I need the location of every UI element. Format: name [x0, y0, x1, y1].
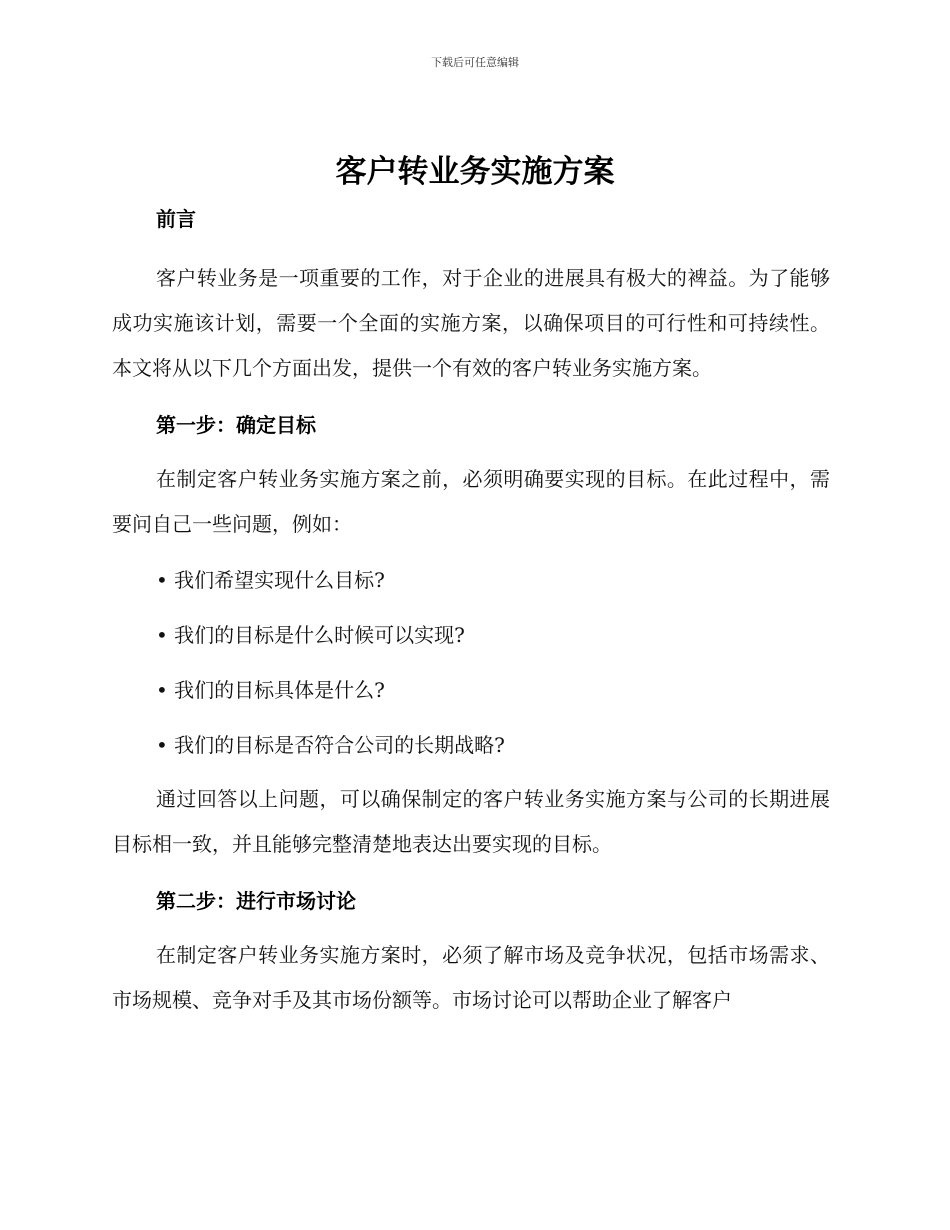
step1-bullet-item: • 我们希望实现什么目标? [156, 568, 385, 592]
step1-intro-paragraph: 在制定客户转业务实施方案之前，必须明确要实现的目标。在此过程中，需要问自己一些问题，例如： [112, 467, 830, 536]
header-note: 下载后可任意编辑 [431, 56, 519, 69]
step1-bullet-item: • 我们的目标是什么时候可以实现? [156, 623, 465, 647]
section-heading-preface: 前言 [156, 207, 196, 231]
document-body [112, 200, 830, 1023]
section-heading-step2: 第二步：进行市场讨论 [156, 889, 356, 913]
document-title: 客户转业务实施方案 [335, 154, 615, 190]
step1-bullet-item: • 我们的目标具体是什么? [156, 678, 385, 702]
section-heading-step1: 第一步：确定目标 [156, 413, 316, 437]
step1-conclusion-paragraph: 通过回答以上问题，可以确保制定的客户转业务实施方案与公司的长期进展目标相一致，并且能够完整清楚地表达出要实现的目标。 [112, 787, 830, 856]
preface-paragraph: 客户转业务是一项重要的工作，对于企业的进展具有极大的裨益。为了能够成功实施该计划，需要一个全面的实施方案，以确保项目的可行性和可持续性。本文将从以下几个方面出发，提供一个有效的客户转业务实施方案。 [112, 266, 830, 380]
step2-paragraph: 在制定客户转业务实施方案时，必须了解市场及竞争状况，包括市场需求、市场规模、竞争对手及其市场份额等。市场讨论可以帮助企业了解客户 [112, 943, 830, 1012]
step1-bullet-item: • 我们的目标是否符合公司的长期战略? [156, 733, 505, 757]
